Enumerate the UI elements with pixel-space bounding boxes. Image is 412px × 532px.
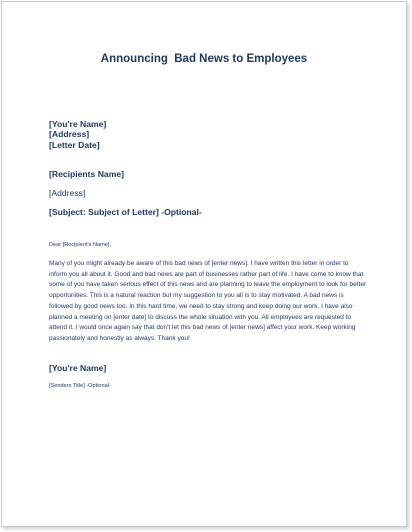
letter-body [49,259,367,345]
letter-date: [Letter Date] [49,139,100,150]
sender-address: [Address] [49,129,90,140]
recipient-address: [Address] [49,188,86,198]
body-paragraph: Many of you might already be aware of this bad news of [enter news]. I have written this letter in order to inform you all about it. Good and bad news are part of businesses rather part of life. I have come to know that some of you have taken serious effect of this news and are planning to leave the employment to look for better opportunities. This is a natural reaction but my suggestion to you all is to stay motivated. A bad news is followed by good news too. In this hard time, we need to stay strong and keep doing our work. I have also planned a meeting on [enter date] to discuss the whole situation with you. All employees are requested to attend it. I would once again say that don't let this bad news of [enter news] affect your work. Keep working passionately and honestly as always. Thank you! [49,260,367,342]
subject-line: [Subject: Subject of Letter] -Optional- [49,207,202,217]
sender-block [49,119,106,150]
recipient-name: [Recipients Name] [49,169,124,179]
greeting: Dear [Recipient's Name], [49,242,112,248]
sender-name: [You're Name] [49,119,107,129]
sender-title: [Senders Title] -Optional- [49,383,111,389]
closing-name: [You're Name] [49,363,107,373]
letter-title: Announcing Bad News to Employees [100,53,308,65]
letter-page [1,1,407,527]
